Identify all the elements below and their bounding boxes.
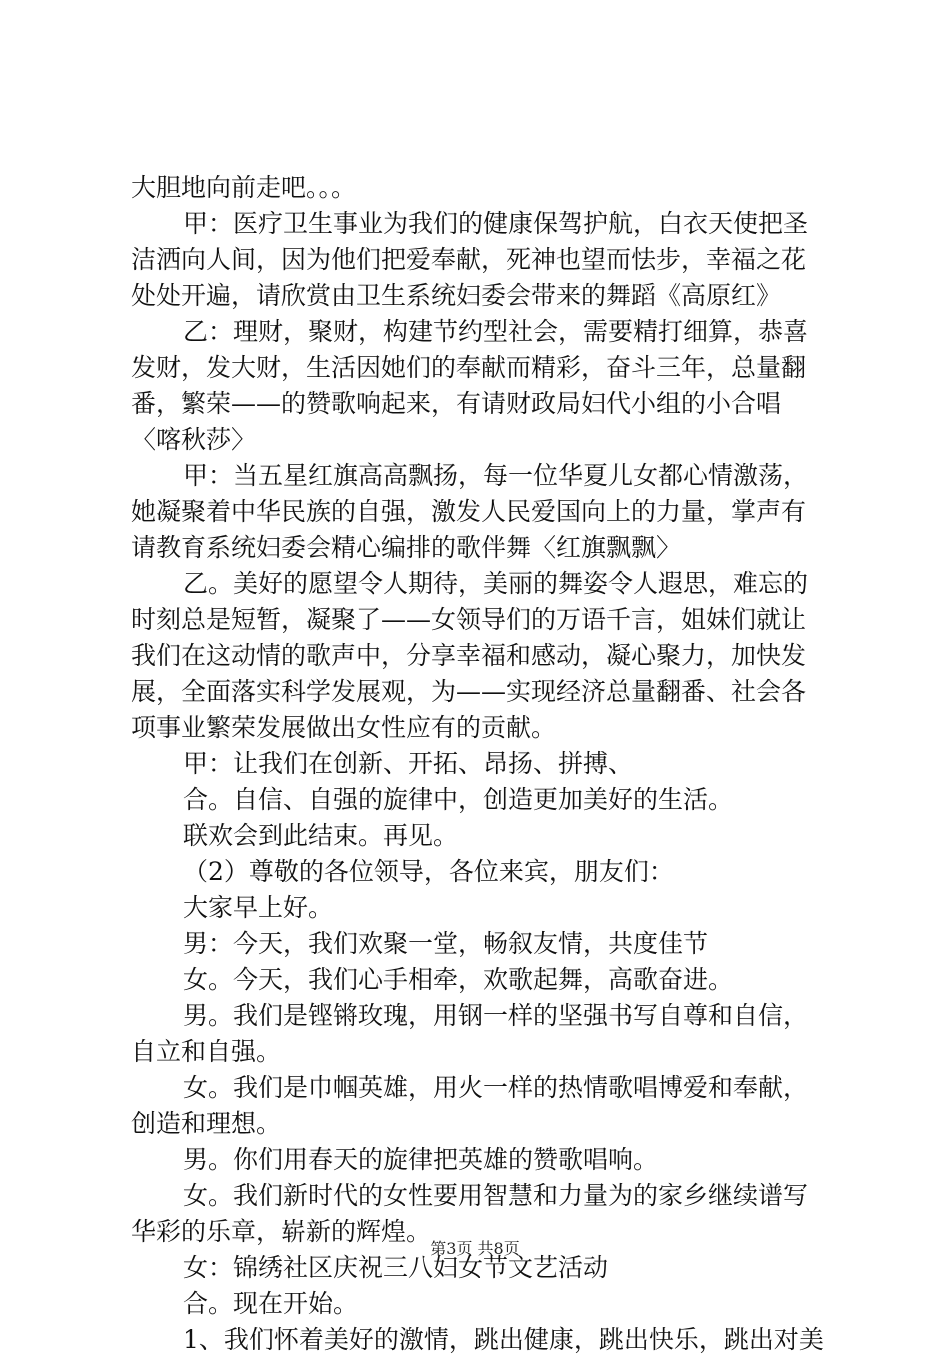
text-line: 男。你们用春天的旋律把英雄的赞歌唱响。: [183, 1145, 659, 1174]
text-line: 洁洒向人间，因为他们把爱奉献，死神也望而怯步，幸福之花: [131, 245, 807, 274]
text-line: 乙。美好的愿望令人期待，美丽的舞姿令人遐思，难忘的: [183, 569, 809, 598]
text-line: 请教育系统妇委会精心编排的歌伴舞〈红旗飘飘〉: [131, 533, 682, 562]
text-line: 〈喀秋莎〉: [131, 425, 257, 454]
text-line: 女：锦绣社区庆祝三八妇女节文艺活动: [183, 1253, 609, 1282]
text-line: 大家早上好。: [183, 893, 334, 922]
text-line: 女。我们新时代的女性要用智慧和力量为的家乡继续谱写: [183, 1181, 809, 1210]
text-line: 甲：当五星红旗高高飘扬，每一位华夏儿女都心情激荡，: [183, 461, 809, 490]
text-line: 大胆地向前走吧。。。: [131, 173, 357, 202]
text-line: 项事业繁荣发展做出女性应有的贡献。: [131, 713, 557, 742]
text-line: 合。自信、自强的旋律中，创造更加美好的生活。: [183, 785, 734, 814]
text-line: 女。我们是巾帼英雄，用火一样的热情歌唱博爱和奉献，: [183, 1073, 809, 1102]
text-line: 时刻总是短暂，凝聚了——女领导们的万语千言，姐妹们就让: [131, 605, 807, 634]
text-line: 她凝聚着中华民族的自强，激发人民爱国向上的力量，掌声有: [131, 497, 807, 526]
text-line: 发财，发大财，生活因她们的奉献而精彩，奋斗三年，总量翻: [131, 353, 807, 382]
text-line: 乙：理财，聚财，构建节约型社会，需要精打细算，恭喜: [183, 317, 809, 346]
text-line: 番，繁荣——的赞歌响起来，有请财政局妇代小组的小合唱: [131, 389, 782, 418]
text-line: 甲：医疗卫生事业为我们的健康保驾护航，白衣天使把圣: [183, 209, 809, 238]
text-line: 创造和理想。: [131, 1109, 282, 1138]
text-line: 华彩的乐章，崭新的辉煌。: [131, 1217, 432, 1246]
text-line: 展，全面落实科学发展观，为——实现经济总量翻番、社会各: [131, 677, 807, 706]
text-line: 合。现在开始。: [183, 1289, 359, 1318]
text-line: 处处开遍，请欣赏由卫生系统妇委会带来的舞蹈《高原红》: [131, 281, 782, 310]
document-body: [131, 170, 831, 1358]
text-line: 男：今天，我们欢聚一堂，畅叙友情，共度佳节: [183, 929, 709, 958]
text-line: （2）尊敬的各位领导，各位来宾，朋友们：: [183, 857, 674, 886]
page-footer: 第3页 共8页: [430, 1239, 520, 1258]
text-line: 甲：让我们在创新、开拓、昂扬、拼搏、: [183, 749, 634, 778]
text-line: 女。今天，我们心手相牵，欢歌起舞，高歌奋进。: [183, 965, 734, 994]
text-line: 联欢会到此结束。再见。: [183, 821, 459, 850]
text-line: 男。我们是铿锵玫瑰，用钢一样的坚强书写自尊和自信，: [183, 1001, 809, 1030]
text-line: 1、我们怀着美好的激情，跳出健康，跳出快乐，跳出对美: [183, 1325, 824, 1354]
text-line: 自立和自强。: [131, 1037, 282, 1066]
text-line: 我们在这动情的歌声中，分享幸福和感动，凝心聚力，加快发: [131, 641, 807, 670]
